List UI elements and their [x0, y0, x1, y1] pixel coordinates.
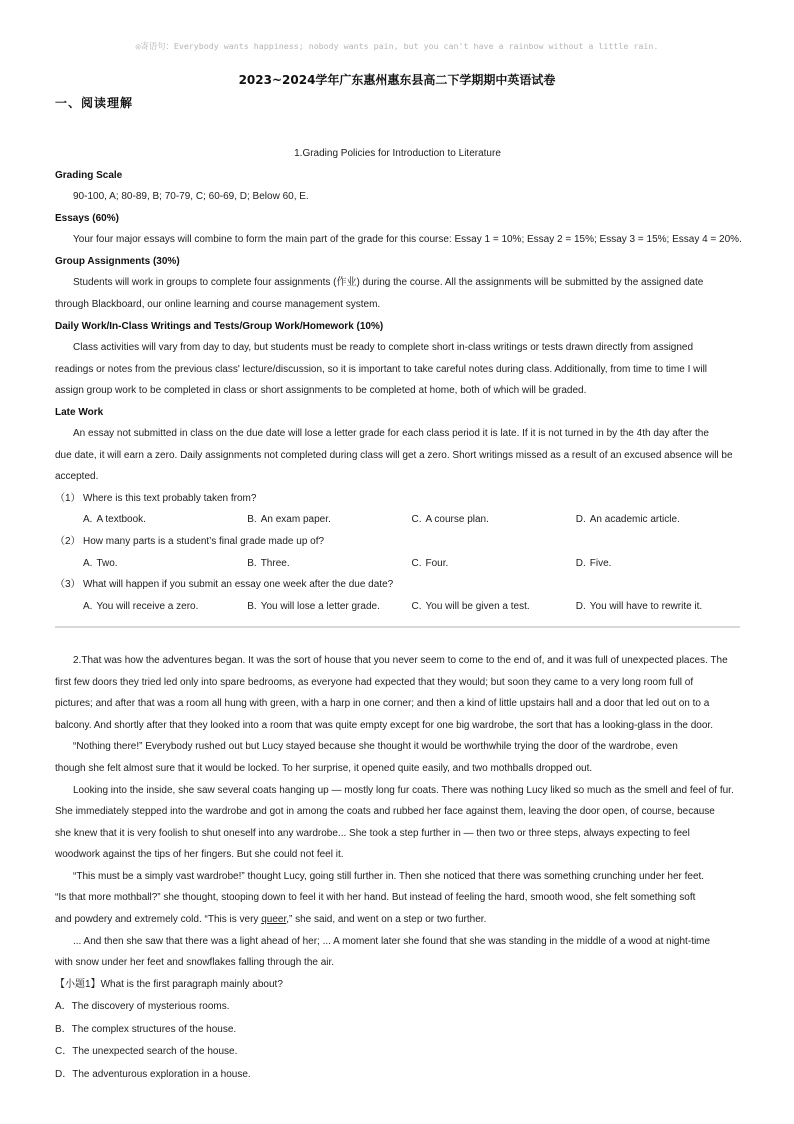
option-text: The complex structures of the house. [71, 1023, 237, 1035]
paragraph-line [55, 909, 740, 931]
header-motto: ◎寄语句：Everybody wants happiness; nobody wants pain, but you can't have a rainbow without a little rain. [135, 41, 659, 51]
option-text: Five. [589, 557, 612, 569]
question-label: 【小题1】 [55, 978, 101, 990]
section-heading-essays: Essays (60%) [55, 212, 119, 224]
paragraph-line: “This must be a simply vast wardrobe!” thought Lucy, going still further in. Then she noticed that there was something crunching under her feet. [73, 870, 705, 882]
question-2 [55, 531, 740, 553]
option-text: A textbook. [96, 514, 146, 526]
option-letter: C. [411, 514, 422, 526]
option-letter: B. [247, 600, 257, 612]
passage-1 [55, 143, 740, 617]
option-a [83, 509, 247, 531]
option-text: You will be given a test. [425, 600, 530, 612]
option-c [55, 1041, 740, 1064]
question-stem: What is the first paragraph mainly about? [100, 978, 283, 990]
line-segment: and powdery and extremely cold. “This is very [55, 913, 262, 925]
option-c [412, 553, 576, 575]
option-c [412, 509, 576, 531]
option-b [247, 596, 411, 618]
section-heading-daily-work: Daily Work/In-Class Writings and Tests/Group Work/Homework (10%) [55, 320, 384, 332]
option-letter: C． [55, 1046, 73, 1058]
paragraph-line: with snow under her feet and snowflakes falling through the air. [55, 957, 335, 969]
paragraph-line: accepted. [55, 471, 99, 483]
paragraph-line: An essay not submitted in class on the due date will lose a letter grade for each class period it is late. If it is not turned in by the 4th day after the [73, 428, 709, 440]
question-number: （2） [55, 536, 81, 548]
question-3 [55, 574, 740, 596]
question-3-options [55, 596, 740, 618]
option-letter: C. [411, 557, 422, 569]
section-divider [55, 626, 740, 628]
option-letter: A. [83, 600, 93, 612]
option-b [247, 509, 411, 531]
paragraph-line: assign group work to be completed in class or short assignments to be completed at home, both of which will be graded. [55, 385, 587, 397]
section-heading: 一、阅读理解 [55, 96, 134, 110]
section-heading-group-assignments: Group Assignments (30%) [55, 255, 180, 267]
option-letter: D. [575, 600, 586, 612]
passage-2-question [55, 974, 740, 1087]
option-a [83, 553, 247, 575]
option-text: An academic article. [589, 514, 680, 526]
option-text: You will lose a letter grade. [260, 600, 380, 612]
option-text: The unexpected search of the house. [72, 1046, 238, 1058]
question-number: （1） [55, 492, 81, 504]
paragraph-line: pictures; and after that was a room all hung with green, with a harp in one corner; and then a kind of little upstairs hall and a door that led out on to a [55, 698, 710, 710]
underlined-word: queer [261, 913, 287, 925]
paragraph-line: through Blackboard, our online learning and course management system. [55, 299, 381, 311]
option-text: The adventurous exploration in a house. [72, 1068, 251, 1080]
option-letter: A. [83, 514, 93, 526]
question-stem: What will happen if you submit an essay one week after the due date? [83, 579, 394, 591]
paragraph-line: due date, it will earn a zero. Daily assignments not completed during class will get a zero. Short writings missed as a result of an excused absence will be [55, 449, 733, 461]
paragraph-line: Your four major essays will combine to form the main part of the grade for this course: Essay 1 = 10%; Essay 2 = 15%; Essay 3 = 15%; Essay 4 = 20%. [73, 234, 742, 246]
option-b [247, 553, 411, 575]
option-text: You will receive a zero. [96, 600, 199, 612]
option-text: Three. [260, 557, 290, 569]
passage-title: 1.Grading Policies for Introduction to Literature [294, 148, 501, 160]
paragraph-line: readings or notes from the previous class' lecture/discussion, so it is important to take careful notes during class. Additionally, from time to time I will [55, 363, 708, 375]
option-a [83, 596, 247, 618]
paragraph-line: 90-100, A; 80-89, B; 70-79, C; 60-69, D; Below 60, E. [73, 191, 309, 203]
question-stem: How many parts is a student’s final grade made up of? [83, 536, 325, 548]
section-heading-late-work: Late Work [55, 406, 104, 418]
line-segment: ,” she said, and went on a step or two further. [286, 913, 487, 925]
option-d [576, 596, 740, 618]
option-text: An exam paper. [260, 514, 331, 526]
paragraph-line: “Is that more mothball?” she thought, stooping down to feel it with her hand. But instead of feeling the hard, smooth wood, she felt something soft [55, 892, 696, 904]
paragraph-line: though she felt almost sure that it would be locked. To her surprise, it opened quite easily, and two mothballs dropped out. [55, 763, 593, 774]
question-1 [55, 488, 740, 510]
option-letter: D． [55, 1068, 73, 1080]
paragraph-line: woodwork against the tips of her fingers. But she could not feel it. [55, 849, 344, 861]
paragraph-line: balcony. And shortly after that they looked into a room that was quite empty except for one big wardrobe, the sort that has a looking-glass in the door. [55, 719, 713, 731]
option-d [576, 509, 740, 531]
option-text: Four. [425, 557, 449, 569]
option-letter: A． [55, 1001, 72, 1013]
passage-2 [55, 650, 740, 973]
paragraph-line: Students will work in groups to complete four assignments (作业) during the course. All the assignments will be submitted by the assigned date [73, 277, 704, 289]
paragraph-line: she knew that it is very foolish to shut oneself into any wardrobe... She took a step further in — then two or three steps, always expecting to feel [55, 827, 690, 839]
option-text: You will have to rewrite it. [589, 600, 703, 612]
option-text: A course plan. [425, 514, 489, 526]
paragraph-line: ... And then she saw that there was a light ahead of her; ... A moment later she found that she was standing in the middle of a wood at night-time [73, 935, 711, 947]
paragraph-line: Class activities will vary from day to day, but students must be ready to complete short in-class writings or tests drawn directly from assigned [73, 342, 694, 354]
option-d [55, 1064, 740, 1087]
option-letter: B． [55, 1023, 72, 1035]
option-c [412, 596, 576, 618]
option-d [576, 553, 740, 575]
paragraph-line: 2.That was how the adventures began. It was the sort of house that you never seem to come to the end of, and it was full of unexpected places. The [73, 655, 728, 667]
option-b [55, 1019, 740, 1042]
paragraph-line: She immediately stepped into the wardrobe and got in among the coats and rubbed her face against them, leaving the door open, of course, because [55, 806, 715, 818]
question-1-options [55, 509, 740, 531]
option-letter: B. [247, 557, 257, 569]
question-number: （3） [55, 579, 81, 591]
option-letter: A. [83, 557, 93, 569]
question-2-options [55, 553, 740, 575]
option-letter: C. [411, 600, 422, 612]
page-title: 2023~2024学年广东惠州惠东县高二下学期期中英语试卷 [238, 73, 556, 87]
paragraph-line: “Nothing there!” Everybody rushed out but Lucy stayed because she thought it would be worthwhile trying the door of the wardrobe, even [73, 741, 678, 753]
option-text: The discovery of mysterious rooms. [71, 1001, 230, 1013]
option-a [55, 996, 740, 1019]
option-text: Two. [96, 557, 118, 569]
option-letter: B. [247, 514, 257, 526]
question-stem-line [55, 974, 740, 997]
question-stem: Where is this text probably taken from? [83, 492, 257, 504]
paragraph-line: Looking into the inside, she saw several coats hanging up — mostly long fur coats. There was nothing Lucy liked so much as the smell and feel of fur. [73, 784, 734, 796]
paragraph-line: first few doors they tried led only into spare bedrooms, as everyone had expected that they would; but soon they came to a very long room full of [55, 676, 694, 688]
section-heading-grading-scale: Grading Scale [55, 169, 123, 181]
option-letter: D. [575, 557, 586, 569]
option-letter: D. [575, 514, 586, 526]
